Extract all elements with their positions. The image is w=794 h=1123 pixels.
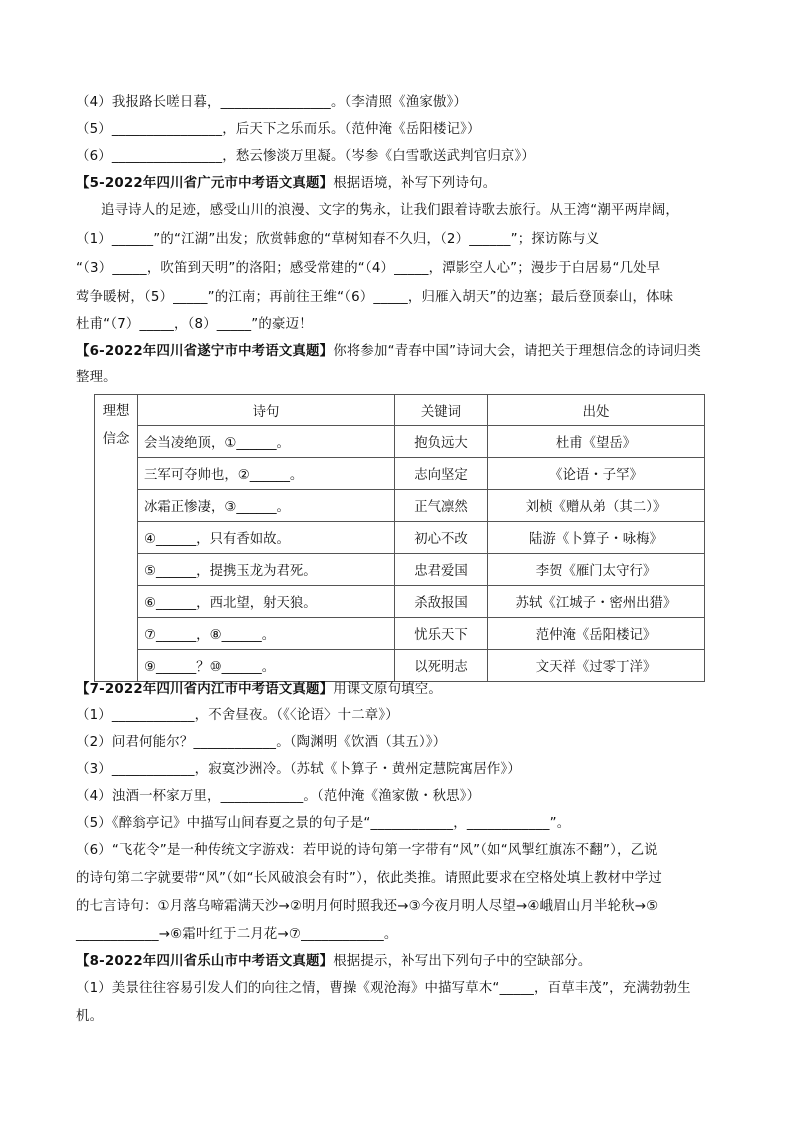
q5-source-tag: 【5-2022年四川省广元市中考语文真题】 bbox=[76, 176, 334, 191]
table-row bbox=[95, 586, 705, 618]
poem-cell: 三军可夺帅也，②______。 bbox=[138, 458, 395, 490]
poem-cell: ⑥______，西北望，射天狼。 bbox=[138, 586, 395, 618]
poem-cell: 冰霜正惨凄，③______。 bbox=[138, 490, 395, 522]
q7-heading bbox=[76, 680, 442, 700]
q5-passage-line-3: “（3）_____，吹笛到天明”的洛阳；感受常建的“（4）_____，潭影空人心”；漫步于白居易“几处早 bbox=[76, 261, 661, 276]
q7-line-6c: 的七言诗句：①月落乌啼霜满天沙→②明月何时照我还→③今夜月明人尽望→④峨眉山月半轮秋→⑤ bbox=[76, 899, 659, 914]
q7-line-2: （2）问君何能尔？____________。（陶渊明《饮酒（其五）》） bbox=[76, 735, 447, 750]
table-header-row bbox=[95, 395, 705, 426]
keyword-cell: 初心不改 bbox=[395, 522, 488, 554]
q7-line-1: （1）____________，不舍昼夜。（《〈论语〉十二章》） bbox=[76, 708, 399, 723]
keyword-cell: 抱负远大 bbox=[395, 426, 488, 458]
source-cell: 杜甫《望岳》 bbox=[488, 426, 705, 458]
q5-heading bbox=[76, 174, 496, 194]
q8-heading bbox=[76, 952, 591, 972]
table-row bbox=[95, 458, 705, 490]
q8-line-1: （1）美景往往容易引发人们的向往之情，曹操《观沧海》中描写草木“_____，百草丰茂”，充满勃勃生 bbox=[76, 981, 691, 996]
poem-cell: ⑤______，提携玉龙为君死。 bbox=[138, 554, 395, 586]
keyword-cell: 忠君爱国 bbox=[395, 554, 488, 586]
q7-line-6b: 的诗句第二字就要带“风”（如“长风破浪会有时”），依此类推。请照此要求在空格处填上教材中学过 bbox=[76, 871, 662, 886]
q5-passage-line-5: 杜甫“（7）_____，（8）_____”的豪迈！ bbox=[76, 317, 313, 332]
q5-passage-line-4: 莺争暖树，（5）_____”的江南；再前往王维“（6）_____，归雁入胡天”的边塞；最后登顶泰山，体味 bbox=[76, 290, 674, 305]
source-cell: 刘桢《赠从弟（其二）》 bbox=[488, 490, 705, 522]
source-cell: 陆游《卜算子・咏梅》 bbox=[488, 522, 705, 554]
keyword-cell: 忧乐天下 bbox=[395, 618, 488, 650]
q4-line-5: （5）________________，后天下之乐而乐。（范仲淹《岳阳楼记》） bbox=[76, 122, 481, 137]
keyword-cell: 以死明志 bbox=[395, 650, 488, 682]
source-cell: 范仲淹《岳阳楼记》 bbox=[488, 618, 705, 650]
q8-line-1-cont: 机。 bbox=[76, 1009, 104, 1024]
table-row bbox=[95, 490, 705, 522]
q8-source-tag: 【8-2022年四川省乐山市中考语文真题】 bbox=[76, 954, 334, 969]
q6-source-tag: 【6-2022年四川省遂宁市中考语文真题】 bbox=[76, 344, 334, 359]
q7-line-5: （5）《醉翁亭记》中描写山间春夏之景的句子是“____________，____________”。 bbox=[76, 816, 571, 831]
left-header-cell: 理想信念 bbox=[95, 395, 138, 682]
q8-instruction: 根据提示，补写出下列句子中的空缺部分。 bbox=[333, 954, 592, 969]
q7-line-6a: （6）“飞花令”是一种传统文字游戏：若甲说的诗句第一字带有“风”（如“风掣红旗冻不翻”），乙说 bbox=[76, 843, 658, 858]
q4-line-4: （4）我报路长嗟日暮，________________。（李清照《渔家傲》） bbox=[76, 95, 468, 110]
q6-heading bbox=[76, 342, 701, 362]
keyword-cell: 杀敌报国 bbox=[395, 586, 488, 618]
source-cell: 苏轼《江城子・密州出猎》 bbox=[488, 586, 705, 618]
q4-line-6: （6）________________，愁云惨淡万里凝。（岑参《白雪歌送武判官归京》） bbox=[76, 149, 535, 164]
table-row bbox=[95, 618, 705, 650]
q7-line-3: （3）____________，寂寞沙洲冷。（苏轼《卜算子・黄州定慧院寓居作》） bbox=[76, 762, 522, 777]
q7-instruction: 用课文原句填空。 bbox=[333, 682, 442, 697]
q5-passage-line-1: 追寻诗人的足迹，感受山川的浪漫、文字的隽永，让我们跟着诗歌去旅行。从王湾“潮平两岸阔， bbox=[101, 203, 679, 218]
poem-cell: ⑦______，⑧______。 bbox=[138, 618, 395, 650]
q6-instruction: 你将参加“青春中国”诗词大会，请把关于理想信念的诗词归类 bbox=[333, 344, 701, 359]
q5-passage-line-2: （1）______”的“江湖”出发；欣赏韩愈的“草树知春不久归，（2）______”；探访陈与义 bbox=[76, 232, 600, 247]
ideals-table bbox=[94, 394, 705, 682]
col-header-poem: 诗句 bbox=[138, 395, 395, 426]
poem-cell: 会当凌绝顶，①______。 bbox=[138, 426, 395, 458]
source-cell: 文天祥《过零丁洋》 bbox=[488, 650, 705, 682]
table-row bbox=[95, 650, 705, 682]
q7-source-tag: 【7-2022年四川省内江市中考语文真题】 bbox=[76, 682, 334, 697]
col-header-source: 出处 bbox=[488, 395, 705, 426]
q5-instruction: 根据语境，补写下列诗句。 bbox=[333, 176, 497, 191]
keyword-cell: 志向坚定 bbox=[395, 458, 488, 490]
q7-line-6d: ____________→⑥霜叶红于二月花→⑦____________。 bbox=[76, 927, 398, 942]
col-header-keyword: 关键词 bbox=[395, 395, 488, 426]
table-row bbox=[95, 522, 705, 554]
table-row bbox=[95, 426, 705, 458]
keyword-cell: 正气凛然 bbox=[395, 490, 488, 522]
table-row bbox=[95, 554, 705, 586]
source-cell: 李贺《雁门太守行》 bbox=[488, 554, 705, 586]
poem-cell: ④______，只有香如故。 bbox=[138, 522, 395, 554]
source-cell: 《论语・子罕》 bbox=[488, 458, 705, 490]
q7-line-4: （4）浊酒一杯家万里，____________。（范仲淹《渔家傲・秋思》） bbox=[76, 789, 481, 804]
poem-cell: ⑨______？⑩______。 bbox=[138, 650, 395, 682]
q6-instruction-cont: 整理。 bbox=[76, 370, 117, 385]
